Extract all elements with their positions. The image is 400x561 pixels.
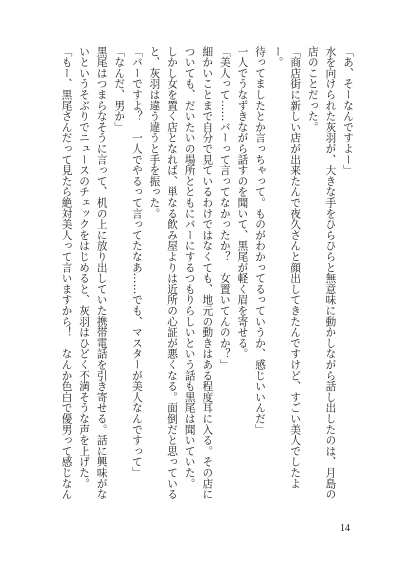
text-line: 細かいことまで自分で見ているわけではなくても、地元の動きはある程度耳に入る。その店についても、だいたいの場所とともにバーにするつもりらしいという話も黒尾は聞いていた。 (183, 46, 214, 500)
text-line: 「なんだ、男か」 (113, 46, 126, 133)
text-line: 「バーですよ？ 一人でやるって言ってたなあ……でも、マスターが美人なんですって」 (130, 46, 143, 478)
text-line: 「商店街に新しい店が出来たんで夜久さんと顔出してきたんですけど、すごい美人でしたよー。 (271, 46, 302, 489)
page-number: 14 (340, 523, 350, 534)
text-line: しかし女を置く店となれば、単なる飲み屋よりは近所の心証が悪くなる。面倒だと思っていると、灰羽は違う違うと手を振った。 (148, 46, 179, 500)
text-line: 「あ、そーなんですよー」 (342, 46, 354, 176)
text-line: 待ってましたとか言っちゃって。ものがわかってるっていうか、感じいいんだ」 (254, 46, 267, 435)
text-line: 一人でうなずきながら話すのを聞いて、黒尾が軽く眉を寄せる。 (236, 46, 249, 360)
text-line: 黒尾はつまらなそうに言って、机の上に放り出していた携帯電話を引き寄せる。話に興味がないというそぶりでニュースのチェックをはじめると、灰羽はひどく不満そうな声を上げた。 (78, 46, 108, 500)
text-line: 「美人って……バーって言ってなかったか？ 女置いてんのか？」 (218, 46, 231, 370)
text-line: 水を向けられた灰羽が、大きな手をひらひらと無意味に動かしながら話し出したのは、月島の店のことだった。 (306, 46, 337, 500)
body-text (36, 46, 356, 500)
text-line: 「もー、黒尾さんだって見たら絶対美人って言いますから！ なんか色白で優男って感じなん (60, 46, 73, 500)
